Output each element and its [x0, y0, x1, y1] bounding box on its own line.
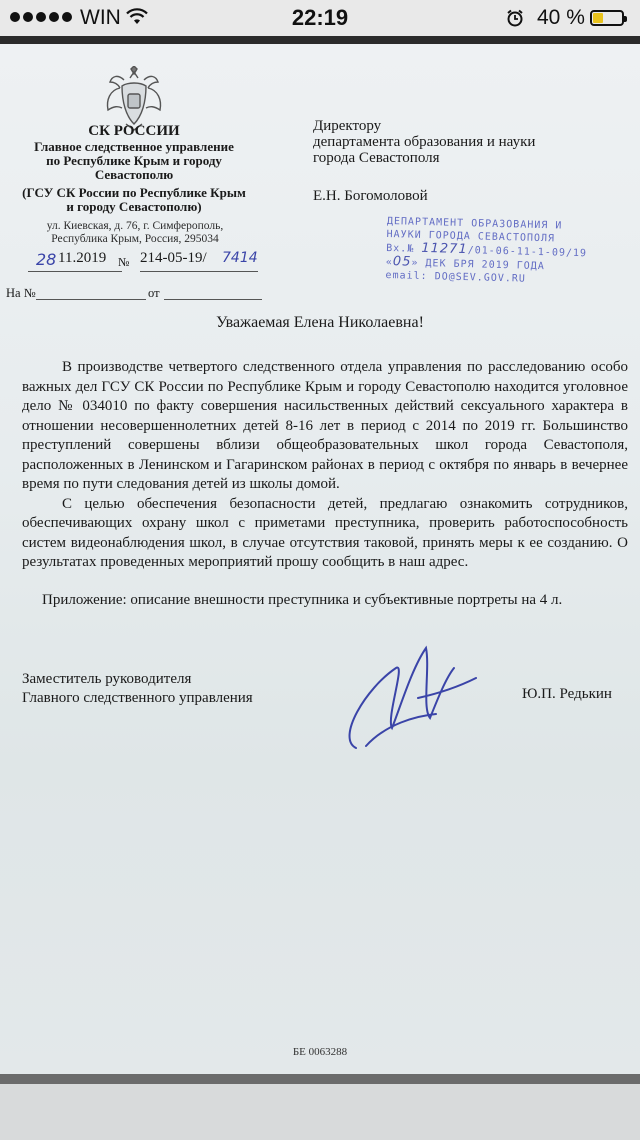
stamp-date-handwritten: 05 [392, 254, 412, 270]
alarm-icon [506, 9, 524, 27]
signal-dots-icon [10, 12, 72, 22]
handwritten-signature [326, 628, 496, 768]
stamp-date-rest: ДЕК БРЯ 2019 ГОДА [425, 258, 545, 273]
bottom-background [0, 1074, 640, 1140]
incoming-registration-stamp: ДЕПАРТАМЕНТ ОБРАЗОВАНИЯ И НАУКИ ГОРОДА СЕВАСТОПОЛЯ Вх.№ 11271/01-06-11-1-09/19 «05» ДЕК БРЯ 2019 ГОДА email: DO@SEV.GOV.RU [385, 215, 617, 301]
org-abbr-line-2: и городу Севастополю) [66, 199, 202, 214]
stamp-num-suffix: /01-06-11-1-09/19 [467, 245, 588, 260]
address-line-2: Республика Крым, Россия, 295034 [51, 233, 219, 245]
address-line-1: ул. Киевская, д. 76, г. Симферополь, [46, 220, 224, 232]
recipient-name: Е.Н. Богомоловой [313, 188, 428, 204]
number-symbol: № [118, 255, 130, 269]
battery-fill [593, 13, 603, 23]
org-line-3: Севастополю [94, 167, 174, 182]
recipient-line-1: Директору [313, 118, 382, 134]
registration-line [10, 250, 270, 272]
date-printed: 11.2019 [58, 250, 107, 266]
signer-position [22, 670, 253, 708]
from-label: от [148, 286, 160, 300]
paragraph-1: В производстве четвертого следственного отдела управления по расследованию особо важных дел ГСУ СК России по Республике Крым и городу Севастополю находится уголовное дело № 034010 по факту совершения насильственных действий сексуального характера в отношении несовершеннолетних детей 8-16 лет в период с 2014 по 2019 гг. Большинство преступлений совершены вблизи общеобразовательных школ города Севастополя, расположенных в Ленинском и Гагаринском районах в период с октября по январь в вечернее время по пути следования детей из школы домой. [22, 359, 628, 492]
sender-address [10, 220, 260, 246]
paragraph-2: С целью обеспечения безопасности детей, предлагаю ознакомить сотрудников, обеспечивающих охрану школ с приметами преступника, проверить работоспособность систем видеонаблюдения школ, в случае отсутствия таковой, принять меры к ее созданию. О результатах проведенных мероприятий прошу сообщить в наш адрес. [22, 495, 628, 570]
stamp-line-1: ДЕПАРТАМЕНТ ОБРАЗОВАНИЯ И [386, 216, 563, 232]
recipient-line-3: города Севастополя [313, 150, 440, 166]
stamp-line-2: НАУКИ ГОРОДА СЕВАСТОПОЛЯ [386, 228, 556, 245]
org-abbr-line-1: (ГСУ СК России по Республике Крым [22, 185, 246, 200]
sender-organization [6, 124, 262, 214]
date-handwritten: 28 [36, 250, 57, 269]
signer-position-line-1: Заместитель руководителя [22, 671, 192, 687]
number-printed: 214-05-19/ [140, 250, 207, 266]
stamp-num-label: Вх.№ [386, 242, 415, 255]
carrier-name: WIN [80, 6, 121, 29]
reply-to-label: На № [6, 286, 36, 300]
battery-percent: 40 % [537, 6, 585, 29]
form-serial-number: БЕ 0063288 [292, 1046, 348, 1058]
letter-body [22, 358, 628, 610]
org-title: СК РОССИИ [88, 123, 180, 139]
stamp-email: email: DO@SEV.GOV.RU [385, 269, 527, 285]
recipient-block [313, 118, 535, 204]
number-handwritten: 7414 [222, 250, 258, 266]
attachment-note: Приложение: описание внешности преступника и субъективные портреты на 4 л. [42, 591, 563, 608]
signer-name: Ю.П. Редькин [522, 686, 612, 702]
letter-page [0, 44, 640, 1074]
battery-icon [590, 10, 624, 26]
clock: 22:19 [291, 5, 349, 30]
greeting: Уважаемая Елена Николаевна! [216, 314, 424, 331]
org-line-2: по Республике Крым и городу [46, 153, 222, 168]
signer-position-line-2: Главного следственного управления [22, 690, 253, 706]
org-line-1: Главное следственное управление [34, 139, 234, 154]
stamp-num-handwritten: 11271 [421, 240, 468, 258]
status-bar [0, 0, 640, 36]
recipient-line-2: департамента образования и науки [313, 134, 536, 150]
wifi-icon [126, 8, 148, 26]
